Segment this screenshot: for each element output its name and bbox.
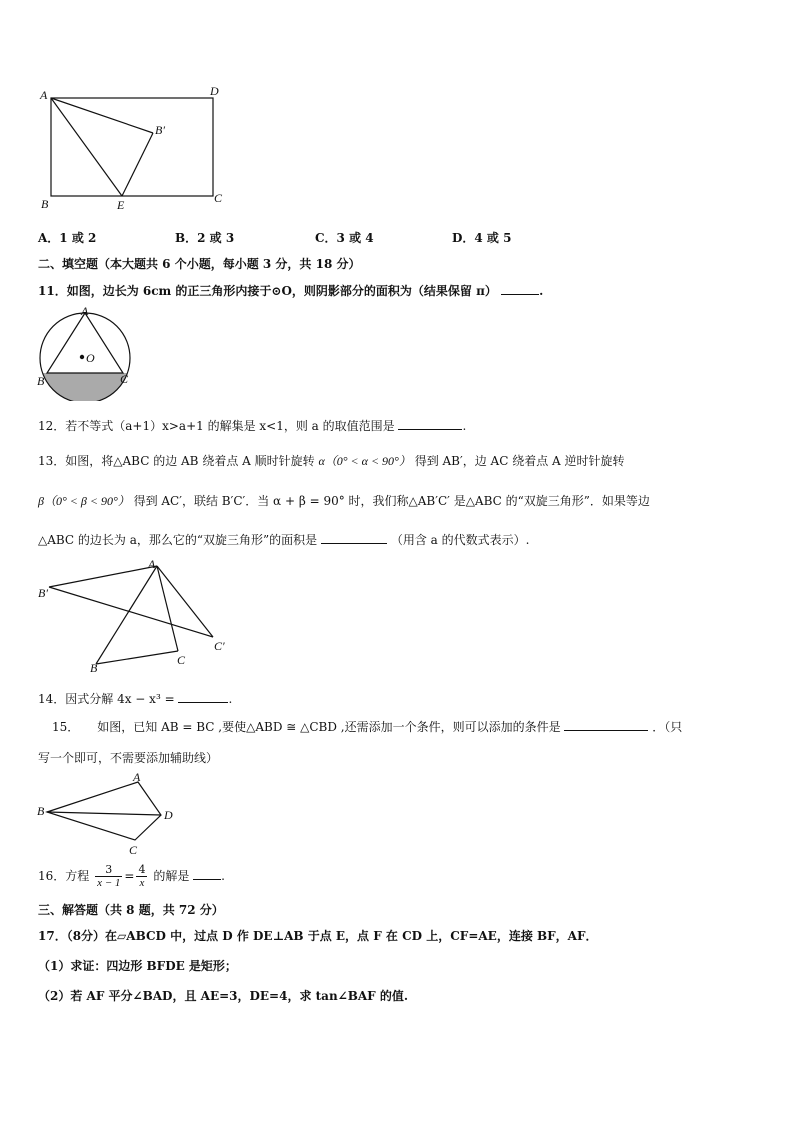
figure-kite-svg xyxy=(34,770,184,860)
question-16-prefix: 16．方程 xyxy=(38,869,90,883)
answer-blank-16[interactable] xyxy=(193,867,221,880)
label-A: A xyxy=(40,88,48,102)
question-14-text: 14．因式分解 4x − x³ = xyxy=(38,692,175,706)
label-Bprime: B′ xyxy=(155,123,165,137)
question-13-beta-condition: β（0° < β < 90°） xyxy=(38,494,130,508)
label-B: B xyxy=(90,661,98,675)
label-B: B xyxy=(41,197,49,211)
question-11-end: . xyxy=(539,284,544,298)
question-17-part1: （1）求证：四边形 BFDE 是矩形； xyxy=(38,959,237,973)
question-13-alpha-condition: α（0° < α < 90°） xyxy=(318,454,411,468)
question-16-end: . xyxy=(221,869,225,883)
question-13-text-b: 得到 AB′，边 AC 绕着点 A 逆时针旋转 xyxy=(414,454,625,468)
question-13-text-d: △ABC 的边长为 a，那么它的“双旋三角形”的面积是 xyxy=(38,533,318,547)
fraction-left-numerator: 3 xyxy=(95,864,122,877)
question-13-line2 xyxy=(38,493,650,509)
label-A: A xyxy=(148,557,156,571)
label-E: E xyxy=(117,198,125,212)
fraction-left xyxy=(95,864,122,889)
question-14-end: . xyxy=(228,692,233,706)
option-a: A．1 或 2 xyxy=(38,231,97,245)
equals-sign: = xyxy=(124,869,135,883)
section-heading-solutions: 三、解答题（共 8 题，共 72 分） xyxy=(38,903,224,917)
section-heading-fill-in: 二、填空题（本大题共 6 个小题，每小题 3 分，共 18 分） xyxy=(38,257,361,271)
label-A: A xyxy=(133,770,141,784)
label-B: B xyxy=(37,804,45,818)
question-11 xyxy=(38,282,543,299)
question-13-text-c: 得到 AC′，联结 B′C′．当 α + β = 90° 时，我们称△AB′C′ 是△ABC 的“双旋三角形”．如果等边 xyxy=(133,494,650,508)
fraction-right-numerator: 4 xyxy=(138,863,146,876)
question-15-text-a: 15． 如图，已知 AB = BC ,要使△ABD ≅ △CBD ,还需添加一个条件，则可以添加的条件是 xyxy=(52,720,561,734)
label-C: C xyxy=(177,653,186,667)
label-A: A xyxy=(81,305,89,318)
answer-blank-11[interactable] xyxy=(501,282,539,295)
fraction-left-denominator: x − 1 xyxy=(97,877,121,889)
figure-kite xyxy=(34,770,184,864)
question-12 xyxy=(38,417,466,434)
question-13-line3 xyxy=(38,531,529,548)
label-O: O xyxy=(86,351,95,365)
option-b: B．2 或 3 xyxy=(175,231,235,245)
figure-inscribed-triangle xyxy=(34,305,134,405)
figure-double-rotation xyxy=(34,556,244,680)
figure-rectangle-svg xyxy=(34,84,234,214)
label-C: C xyxy=(120,372,129,386)
question-13-text-a: 13．如图，将△ABC 的边 AB 绕着点 A 顺时针旋转 xyxy=(38,454,315,468)
label-B: B xyxy=(37,374,45,388)
label-C: C xyxy=(214,191,223,205)
label-Bprime: B′ xyxy=(38,586,48,600)
question-17-main: 17．（8分）在▱ABCD 中，过点 D 作 DE⊥AB 于点 E，点 F 在 CD 上，CF=AE，连接 BF，AF． xyxy=(38,929,598,943)
label-D: D xyxy=(210,84,219,98)
question-13-text-e: （用含 a 的代数式表示）. xyxy=(390,533,530,547)
question-12-text: 12．若不等式（a+1）x>a+1 的解集是 x<1，则 a 的取值范围是 xyxy=(38,419,395,433)
question-11-text: 11．如图，边长为 6cm 的正三角形内接于⊙O，则阴影部分的面积为（结果保留 π） xyxy=(38,284,497,298)
question-16 xyxy=(38,862,225,890)
label-D: D xyxy=(164,808,173,822)
question-15-text-b: ．（只 xyxy=(652,720,683,734)
answer-blank-13[interactable] xyxy=(321,531,387,544)
question-15-line2: 写一个即可，不需要添加辅助线） xyxy=(38,751,219,765)
answer-blank-15[interactable] xyxy=(564,718,648,731)
answer-blank-12[interactable] xyxy=(398,417,462,430)
question-13-line1 xyxy=(38,453,624,469)
question-16-suffix: 的解是 xyxy=(153,869,190,883)
question-12-end: . xyxy=(462,419,467,433)
figure-rectangle-fold xyxy=(34,84,234,218)
figure-circle-svg xyxy=(34,305,134,401)
figure-rotation-svg xyxy=(34,556,244,676)
label-C: C xyxy=(129,843,138,857)
option-c: C．3 或 4 xyxy=(315,231,374,245)
question-14 xyxy=(38,690,232,707)
fraction-right-denominator: x xyxy=(139,877,145,889)
fraction-right xyxy=(136,864,147,889)
option-d: D．4 或 5 xyxy=(452,231,512,245)
label-Cprime: C′ xyxy=(214,639,225,653)
question-17-part2: （2）若 AF 平分∠BAD，且 AE=3，DE=4，求 tan∠BAF 的值. xyxy=(38,989,409,1003)
question-15-line1 xyxy=(52,718,682,735)
answer-blank-14[interactable] xyxy=(178,690,228,703)
